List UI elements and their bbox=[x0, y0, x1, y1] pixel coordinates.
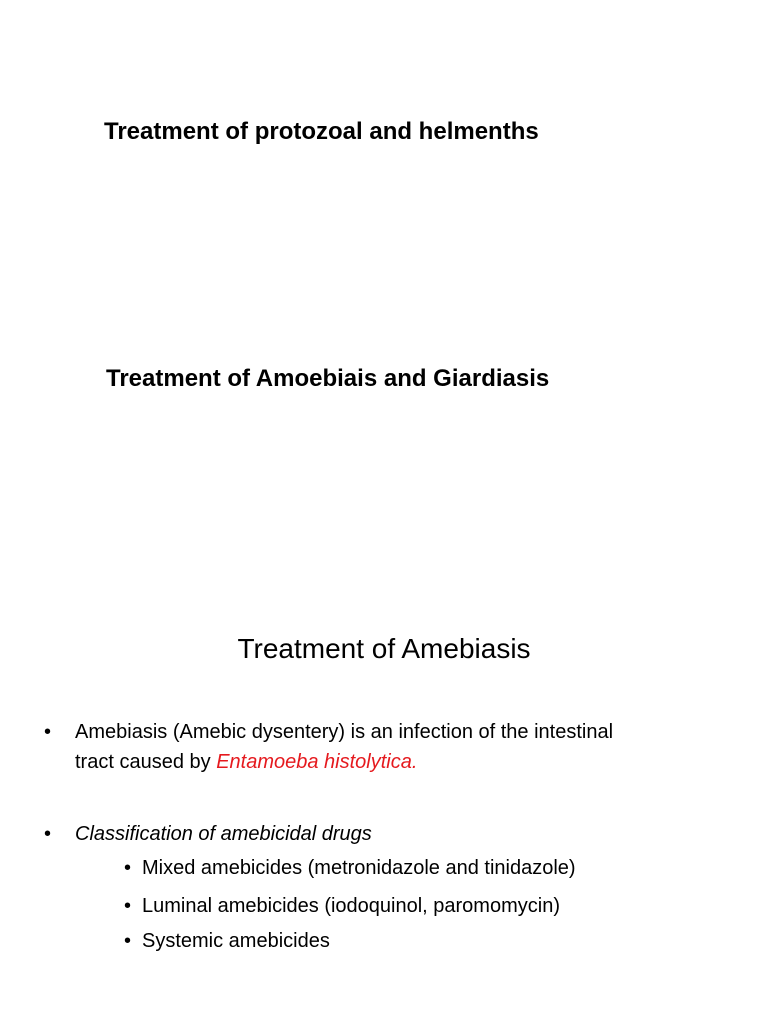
bullet-line-1: Amebiasis (Amebic dysentery) is an infection of the intestinal bbox=[75, 721, 614, 743]
bullet-dot-icon: • bbox=[44, 721, 52, 743]
sub-bullet-label: Mixed amebicides (metronidazole and tinidazole) bbox=[142, 857, 576, 879]
sub-bullet-dot-icon: • bbox=[124, 895, 132, 917]
sub-bullet-mixed-amebicides bbox=[124, 853, 576, 883]
sub-bullet-dot-icon: • bbox=[124, 857, 132, 879]
sub-bullet-label: Luminal amebicides (iodoquinol, paromomycin) bbox=[142, 895, 560, 917]
sub-bullet-systemic-amebicides bbox=[124, 926, 330, 956]
classification-label: Classification of amebicidal drugs bbox=[75, 823, 372, 845]
sub-bullet-luminal-amebicides bbox=[124, 891, 560, 921]
bullet-line-2 bbox=[75, 747, 613, 777]
organism-name: Entamoeba histolytica. bbox=[216, 751, 418, 773]
slide-2-title: Treatment of Amoebiais and Giardiasis bbox=[106, 365, 550, 392]
sub-bullet-dot-icon: • bbox=[124, 930, 132, 952]
sub-bullet-label: Systemic amebicides bbox=[142, 930, 330, 952]
slide-1-title: Treatment of protozoal and helmenths bbox=[104, 118, 539, 145]
bullet-amebiasis-definition bbox=[44, 717, 614, 777]
slide-3-heading: Treatment of Amebiasis bbox=[237, 633, 531, 664]
bullet-line-2-prefix: tract caused by bbox=[75, 751, 217, 773]
bullet-dot-icon: • bbox=[44, 823, 52, 845]
bullet-classification bbox=[44, 819, 372, 849]
